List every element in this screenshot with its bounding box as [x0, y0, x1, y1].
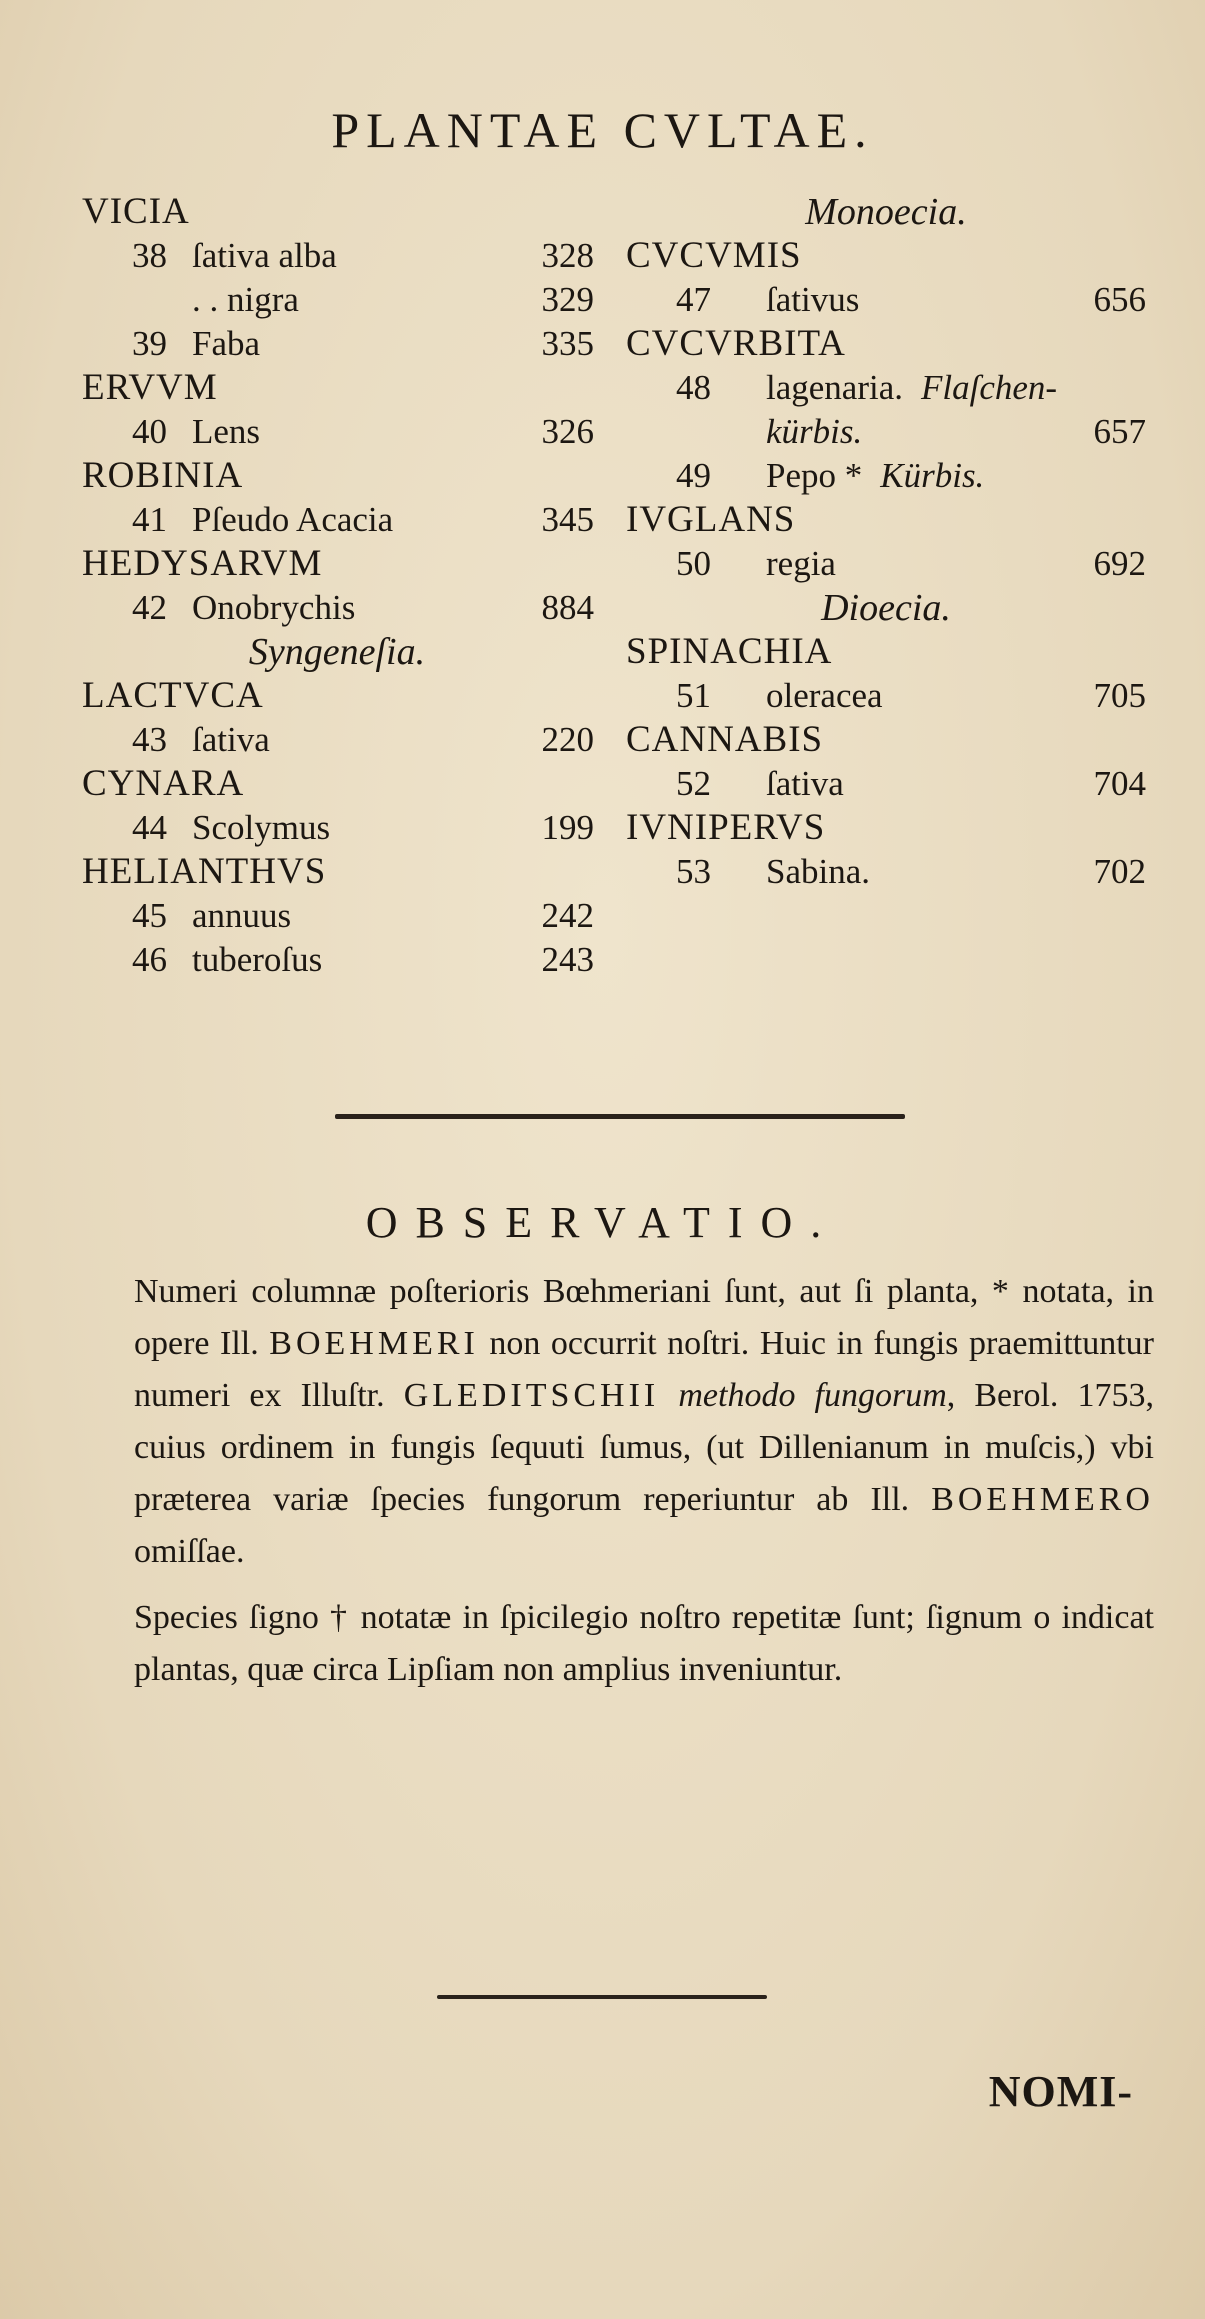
species-cell [192, 718, 270, 762]
species-name: lagenaria. [766, 368, 903, 407]
species-entry [82, 938, 592, 982]
entry-number: 52 [676, 764, 711, 803]
page-reference: 657 [1093, 412, 1146, 451]
species-entry [626, 674, 1146, 718]
page-reference: 243 [541, 940, 594, 979]
species-cell [192, 586, 355, 630]
entry-number: 41 [132, 500, 167, 539]
species-entry [626, 762, 1146, 806]
entry-number: 53 [676, 852, 711, 891]
page-reference: 199 [541, 808, 594, 847]
page-reference: 704 [1093, 764, 1146, 803]
species-name: Scolymus [192, 808, 331, 847]
entry-number: 50 [676, 544, 711, 583]
text-fragment: , Berol. 1753, cuius ordinem in fungis ſequuti ſumus, (ut Dillenianum in muſcis,) vbi præterea variæ ſpecies fungorum reperiuntur ab Ill. [134, 1377, 1155, 1518]
text-fragment: non occurrit noſtri. Huic in fungis praemittuntur numeri ex Illuſtr. [134, 1325, 1155, 1414]
class-heading [82, 630, 592, 674]
entry-number: 48 [676, 368, 711, 407]
species-entry [82, 322, 592, 366]
genus-name: CVCVMIS [626, 235, 802, 276]
species-name: annuus [192, 896, 292, 935]
species-cell [766, 366, 1057, 410]
species-name: Pſeudo Acacia [192, 500, 394, 539]
species-name: regia [766, 544, 836, 583]
species-name: Faba [192, 324, 261, 363]
genus-heading [626, 806, 1146, 850]
genus-name: CVCVRBITA [626, 323, 846, 364]
genus-heading [82, 190, 592, 234]
genus-name: VICIA [82, 191, 190, 232]
class-name: Syngeneſia. [248, 631, 426, 673]
species-name: ſativa [766, 764, 844, 803]
species-name: Onobrychis [192, 588, 356, 627]
catchword: NOMI- [988, 2067, 1133, 2116]
species-cell [766, 410, 862, 454]
text-fragment: Numeri columnæ poſterioris Bœhmeriani ſunt, aut ſi planta, * notata, in opere Ill. [134, 1273, 1154, 1362]
species-name: ſativus [766, 280, 860, 319]
entry-number: 40 [132, 412, 167, 451]
species-entry [82, 498, 592, 542]
entry-number: 38 [132, 236, 167, 275]
species-cell [766, 542, 836, 586]
species-entry [82, 410, 592, 454]
genus-heading [82, 850, 592, 894]
observatio-paragraph-2: Species ſigno † notatæ in ſpicilegio noſtro repetitæ ſunt; ſignum o indicat plantas, quæ circa Lipſiam non amplius inveniuntur. [134, 1599, 1154, 1688]
page-reference: 692 [1093, 544, 1146, 583]
right-column [626, 190, 1146, 894]
page-reference: 345 [541, 500, 594, 539]
entry-number: 46 [132, 940, 167, 979]
genus-name: IVGLANS [626, 499, 796, 540]
entry-number: 43 [132, 720, 167, 759]
entry-number: 42 [132, 588, 167, 627]
species-name: Sabina. [766, 852, 871, 891]
entry-number: 45 [132, 896, 167, 935]
page-reference: 328 [541, 236, 594, 275]
class-name: Dioecia. [821, 587, 951, 629]
author-name: GLEDITSCHII [403, 1377, 660, 1414]
species-entry [82, 894, 592, 938]
work-title: methodo fungorum [678, 1377, 947, 1414]
genus-name: HEDYSARVM [82, 543, 323, 584]
genus-heading [626, 234, 1146, 278]
genus-name: HELIANTHVS [82, 851, 327, 892]
class-name: Monoecia. [805, 191, 967, 233]
species-name: ſativa [192, 720, 270, 759]
class-heading [626, 586, 1146, 630]
genus-heading [626, 630, 1146, 674]
species-cell [766, 454, 984, 498]
page-reference: 884 [541, 588, 594, 627]
species-cell [766, 674, 883, 718]
species-name: kürbis. [766, 412, 863, 451]
text-fragment: omiſſae. [134, 1533, 245, 1570]
page-reference: 656 [1093, 280, 1146, 319]
page-reference: 329 [541, 280, 594, 319]
end-rule [437, 1995, 767, 1999]
genus-name: SPINACHIA [626, 631, 833, 672]
genus-name: CYNARA [82, 763, 245, 804]
genus-name: CANNABIS [626, 719, 824, 760]
page-reference: 326 [541, 412, 594, 451]
species-entry [626, 850, 1146, 894]
species-cell [766, 278, 859, 322]
entry-number: 39 [132, 324, 167, 363]
genus-heading [82, 454, 592, 498]
page-reference: 242 [541, 896, 594, 935]
class-heading [626, 190, 1146, 234]
genus-heading [626, 718, 1146, 762]
species-entry [82, 278, 592, 322]
entry-number: 51 [676, 676, 711, 715]
species-cell [766, 762, 844, 806]
page-reference: 335 [541, 324, 594, 363]
species-cell [192, 938, 322, 982]
entry-continuation [626, 410, 1146, 454]
vernacular-name: Kürbis. [880, 456, 985, 495]
species-name: Pepo * [766, 456, 863, 495]
species-name: oleracea [766, 676, 883, 715]
genus-heading [82, 762, 592, 806]
observatio-text [134, 1266, 1154, 1696]
genus-name: LACTVCA [82, 675, 264, 716]
genus-heading [626, 322, 1146, 366]
observatio-heading: OBSERVATIO. [365, 1198, 840, 1247]
species-cell [192, 498, 393, 542]
genus-name: IVNIPERVS [626, 807, 826, 848]
species-name: Lens [192, 412, 261, 451]
author-name: BOEHMERI [269, 1325, 479, 1362]
genus-name: ROBINIA [82, 455, 244, 496]
divider-rule [335, 1114, 905, 1119]
genus-heading [626, 498, 1146, 542]
species-name: . . nigra [192, 280, 299, 319]
species-entry [82, 718, 592, 762]
page-reference: 705 [1093, 676, 1146, 715]
left-column [82, 190, 592, 982]
genus-heading [82, 366, 592, 410]
species-name: tuberoſus [192, 940, 323, 979]
entry-number: 44 [132, 808, 167, 847]
genus-name: ERVVM [82, 367, 218, 408]
species-entry [626, 366, 1146, 410]
vernacular-name: Flaſchen- [921, 368, 1058, 407]
species-entry [82, 586, 592, 630]
entry-number: 49 [676, 456, 711, 495]
species-entry [82, 806, 592, 850]
species-entry [82, 234, 592, 278]
species-cell [766, 850, 870, 894]
entry-number: 47 [676, 280, 711, 319]
page-reference: 220 [541, 720, 594, 759]
page-reference: 702 [1093, 852, 1146, 891]
observatio-paragraph-1 [134, 1266, 1154, 1578]
species-cell [192, 322, 260, 366]
species-entry [626, 454, 1146, 498]
species-cell [192, 806, 330, 850]
species-cell [192, 278, 299, 322]
genus-heading [82, 674, 592, 718]
species-cell [192, 410, 260, 454]
species-entry [626, 278, 1146, 322]
genus-heading [82, 542, 592, 586]
page-title: PLANTAE CVLTAE. [331, 102, 874, 158]
species-entry [626, 542, 1146, 586]
species-name: ſativa alba [192, 236, 337, 275]
species-cell [192, 894, 291, 938]
species-cell [192, 234, 337, 278]
author-name: BOEHMERO [931, 1481, 1154, 1518]
